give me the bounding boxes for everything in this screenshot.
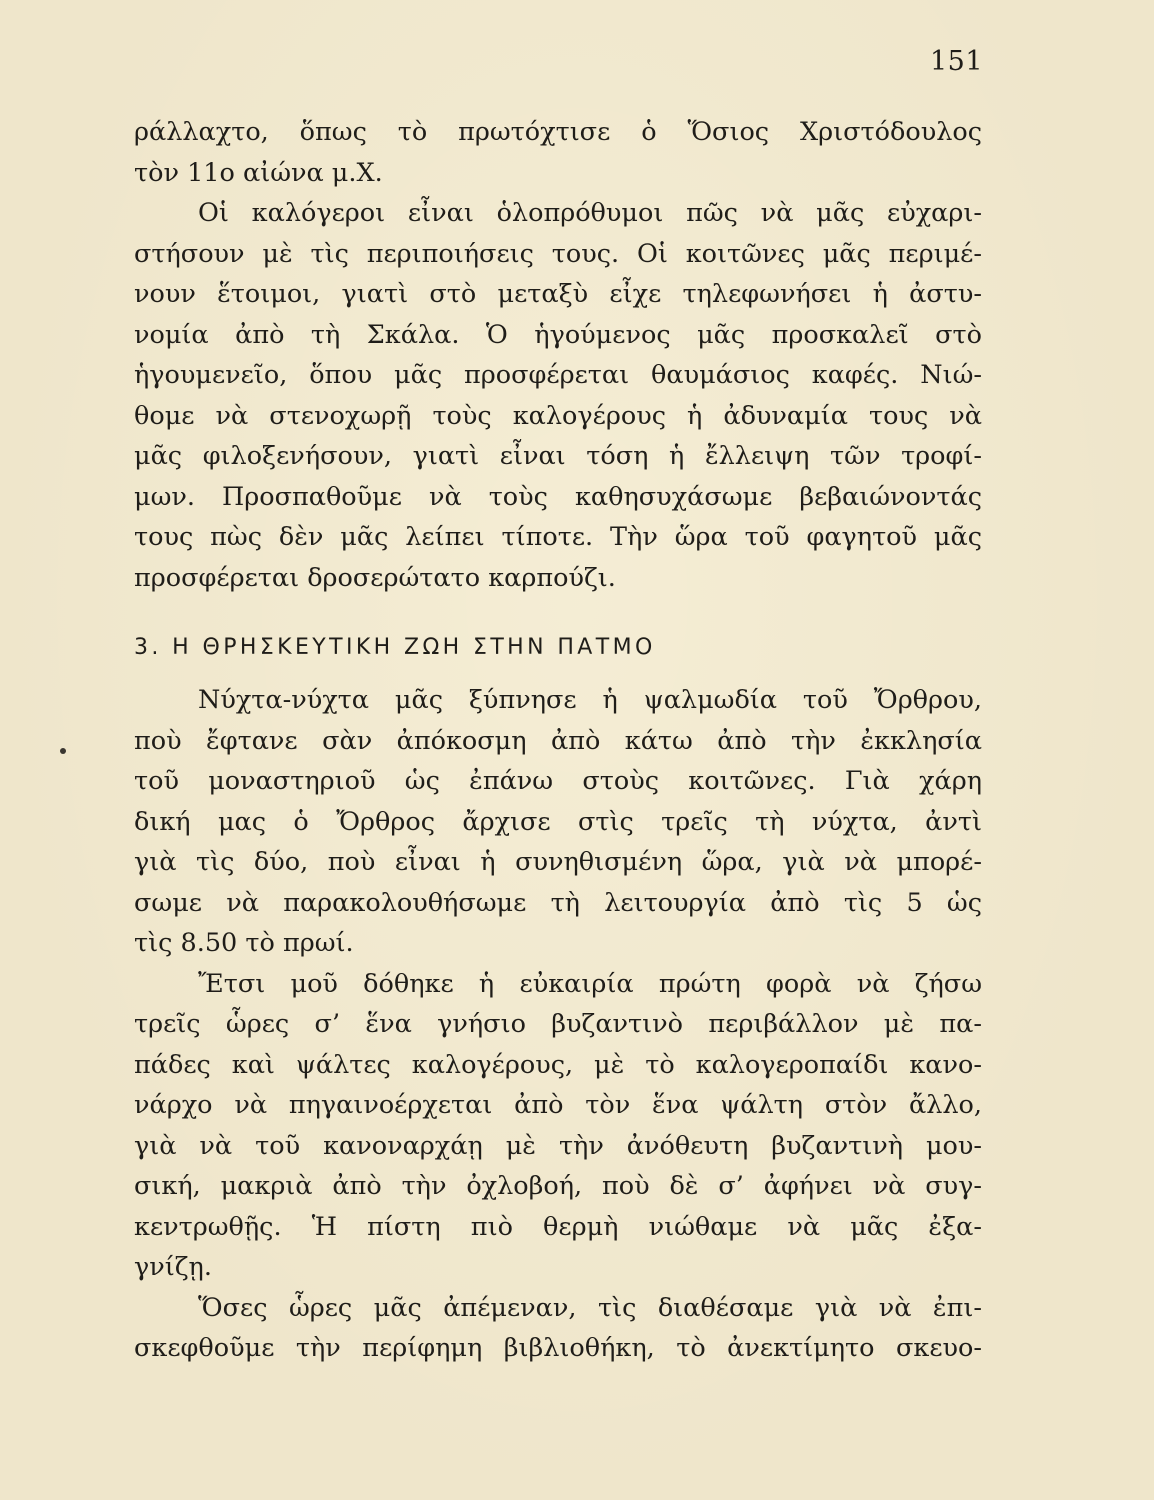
- paragraph: [134, 964, 982, 1288]
- section-heading: 3. Η ΘΡΗΣΚΕΥΤΙΚΗ ΖΩΗ ΣΤΗΝ ΠΑΤΜΟ: [134, 635, 656, 660]
- text-line: γιὰ τὶς δύο, ποὺ εἶναι ἡ συνηθισμένη ὥρα, γιὰ νὰ μπορέ-: [134, 847, 982, 877]
- text-line: τοῦ μοναστηριοῦ ὡς ἐπάνω στοὺς κοιτῶνες. Γιὰ χάρη: [134, 766, 982, 796]
- paragraph: [134, 112, 982, 193]
- text-line: γνίζῃ.: [134, 1252, 212, 1282]
- text-line: νάρχο νὰ πηγαινοέρχεται ἀπὸ τὸν ἕνα ψάλτη στὸν ἄλλο,: [134, 1090, 982, 1120]
- text-line: μᾶς φιλοξενήσουν, γιατὶ εἶναι τόση ἡ ἔλλειψη τῶν τροφί-: [134, 441, 982, 471]
- text-line: νομία ἀπὸ τὴ Σκάλα. Ὁ ἡγούμενος μᾶς προσκαλεῖ στὸ: [134, 319, 982, 350]
- text-line: νουν ἕτοιμοι, γιατὶ στὸ μεταξὺ εἶχε τηλεφωνήσει ἡ ἀστυ-: [134, 279, 982, 309]
- body-text: [134, 112, 982, 1369]
- page-number: 151: [930, 46, 984, 77]
- text-line: Οἱ καλόγεροι εἶναι ὁλοπρόθυμοι πῶς νὰ μᾶς εὐχαρι-: [198, 198, 982, 228]
- section-gap: [134, 598, 982, 628]
- text-line: σική, μακριὰ ἀπὸ τὴν ὀχλοβοή, ποὺ δὲ σ’ ἀφήνει νὰ συγ-: [134, 1171, 982, 1201]
- paragraph: [134, 680, 982, 964]
- text-line: μων. Προσπαθοῦμε νὰ τοὺς καθησυχάσωμε βεβαιώνοντάς: [134, 481, 982, 512]
- text-line: ποὺ ἔφτανε σὰν ἀπόκοσμη ἀπὸ κάτω ἀπὸ τὴν ἐκκλησία: [134, 725, 982, 756]
- margin-dot: [60, 748, 66, 754]
- text-line: σωμε νὰ παρακολουθήσωμε τὴ λειτουργία ἀπὸ τὶς 5 ὡς: [134, 887, 982, 918]
- text-line: ράλλαχτο, ὅπως τὸ πρωτόχτισε ὁ Ὅσιος Χριστόδουλος: [134, 117, 982, 147]
- text-line: τρεῖς ὧρες σ’ ἕνα γνήσιο βυζαντινὸ περιβάλλον μὲ πα-: [134, 1009, 982, 1039]
- paragraph: [134, 193, 982, 598]
- text-line: Ἔτσι μοῦ δόθηκε ἡ εὐκαιρία πρώτη φορὰ νὰ ζήσω: [198, 968, 982, 999]
- paragraph: [134, 1288, 982, 1369]
- text-line: θομε νὰ στενοχωρῇ τοὺς καλογέρους ἡ ἀδυναμία τους νὰ: [134, 400, 982, 431]
- text-line: γιὰ νὰ τοῦ κανοναρχάῃ μὲ τὴν ἀνόθευτη βυζαντινὴ μου-: [134, 1130, 982, 1161]
- text-line: τὶς 8.50 τὸ πρωί.: [134, 928, 354, 958]
- text-line: σκεφθοῦμε τὴν περίφημη βιβλιοθήκη, τὸ ἀνεκτίμητο σκευο-: [134, 1333, 982, 1363]
- text-line: στήσουν μὲ τὶς περιποιήσεις τους. Οἱ κοιτῶνες μᾶς περιμέ-: [134, 238, 982, 269]
- text-line: προσφέρεται δροσερώτατο καρπούζι.: [134, 562, 616, 593]
- text-line: πάδες καὶ ψάλτες καλογέρους, μὲ τὸ καλογεροπαίδι κανο-: [134, 1049, 982, 1080]
- text-line: Ὅσες ὧρες μᾶς ἀπέμεναν, τὶς διαθέσαμε γιὰ νὰ ἐπι-: [198, 1292, 982, 1323]
- text-line: ἡγουμενεῖο, ὅπου μᾶς προσφέρεται θαυμάσιος καφές. Νιώ-: [134, 360, 982, 390]
- text-line: δική μας ὁ Ὄρθρος ἄρχισε στὶς τρεῖς τὴ νύχτα, ἀντὶ: [134, 806, 982, 837]
- text-line: τους πὼς δὲν μᾶς λείπει τίποτε. Τὴν ὥρα τοῦ φαγητοῦ μᾶς: [134, 522, 982, 552]
- text-line: κεντρωθῇς. Ἡ πίστη πιὸ θερμὴ νιώθαμε νὰ μᾶς ἐξα-: [134, 1211, 982, 1242]
- text-line: Νύχτα-νύχτα μᾶς ξύπνησε ἡ ψαλμωδία τοῦ Ὄρθρου,: [198, 685, 982, 715]
- text-line: τὸν 11ο αἰώνα μ.Χ.: [134, 157, 383, 188]
